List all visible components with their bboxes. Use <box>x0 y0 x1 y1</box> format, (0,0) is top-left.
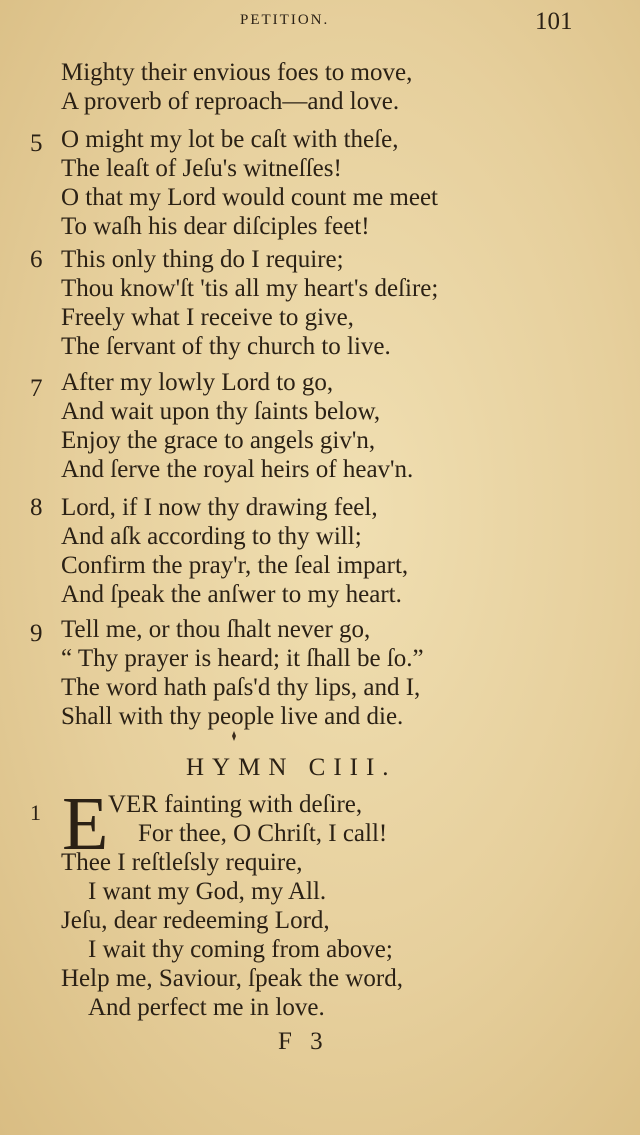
stanza-number: 6 <box>30 246 43 273</box>
verse-line: I wait thy coming from above; <box>88 936 393 963</box>
stanza-number: 9 <box>30 620 43 647</box>
verse-line: I want my God, my All. <box>88 878 327 905</box>
verse-line: Shall with thy people live and die. <box>61 703 404 730</box>
verse-line: Lord, if I now thy drawing feel, <box>61 494 378 521</box>
page-header <box>0 6 640 42</box>
verse-line: And ſpeak the anſwer to my heart. <box>61 581 402 608</box>
ornament-icon <box>228 730 240 742</box>
verse-line: Mighty their envious foes to move, <box>61 59 413 86</box>
verse-line: Thee I reſtleſsly require, <box>61 849 303 876</box>
verse-line: And aſk according to thy will; <box>61 523 362 550</box>
verse-line: VER fainting with deſire, <box>108 791 363 818</box>
running-head: PETITION. <box>240 12 330 28</box>
verse-line: This only thing do I require; <box>61 246 344 273</box>
verse-line: Enjoy the grace to angels giv'n, <box>61 427 376 454</box>
verse-line: And ſerve the royal heirs of heav'n. <box>61 456 414 483</box>
verse-line: To waſh his dear diſciples feet! <box>61 213 370 240</box>
verse-line: After my lowly Lord to go, <box>61 369 334 396</box>
verse-line: O that my Lord would count me meet <box>61 184 439 211</box>
verse-line: “ Thy prayer is heard; it ſhall be ſo.” <box>61 645 424 672</box>
verse-line: A proverb of reproach—and love. <box>61 88 400 115</box>
verse-line: Tell me, or thou ſhalt never go, <box>61 616 371 643</box>
verse-line: And perfect me in love. <box>88 994 325 1021</box>
verse-line: Freely what I receive to give, <box>61 304 354 331</box>
hymn-title: HYMN CIII. <box>186 754 397 781</box>
stanza-number: 5 <box>30 130 43 157</box>
stanza-number: 8 <box>30 494 43 521</box>
page-number: 101 <box>535 8 573 35</box>
verse-line: Confirm the pray'r, the ſeal impart, <box>61 552 409 579</box>
verse-line: The word hath paſs'd thy lips, and I, <box>61 674 421 701</box>
verse-line: Help me, Saviour, ſpeak the word, <box>61 965 403 992</box>
verse-line: The leaſt of Jeſu's witneſſes! <box>61 155 342 182</box>
verse-line: And wait upon thy ſaints below, <box>61 398 381 425</box>
verse-line: The ſervant of thy church to live. <box>61 333 391 360</box>
verse-line: O might my lot be caſt with theſe, <box>61 126 399 153</box>
verse-line: Thou know'ſt 'tis all my heart's deſire; <box>61 275 439 302</box>
signature-mark: F 3 <box>278 1028 329 1055</box>
drop-cap: E <box>62 782 109 866</box>
stanza-number: 1 <box>30 800 41 825</box>
stanza-number: 7 <box>30 375 43 402</box>
verse-line: Jeſu, dear redeeming Lord, <box>61 907 330 934</box>
verse-line: For thee, O Chriſt, I call! <box>138 820 388 847</box>
